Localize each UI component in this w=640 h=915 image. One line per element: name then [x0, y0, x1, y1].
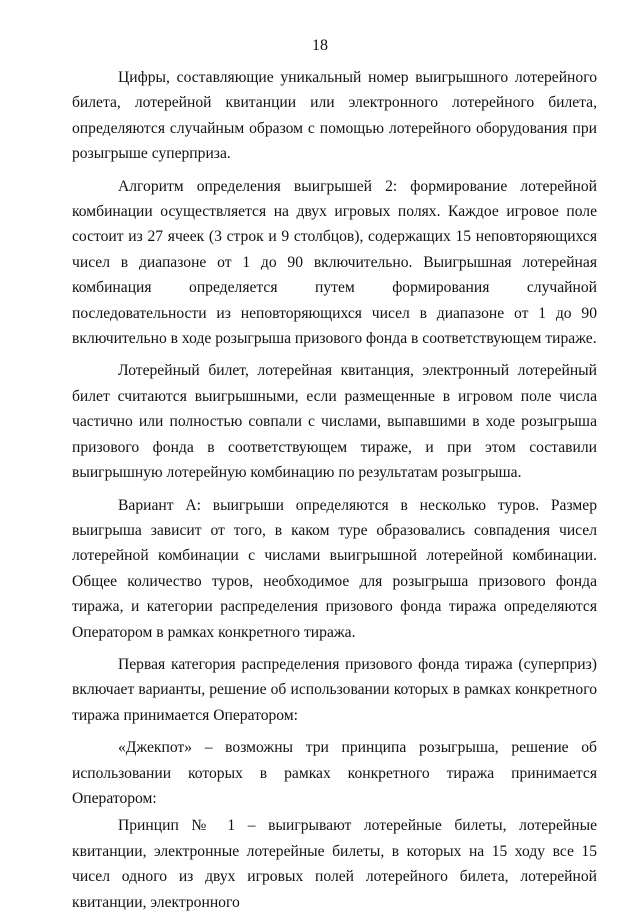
paragraph-algorithm-2: Алгоритм определения выигрышей 2: формирование лотерейной комбинации осуществляется на двух игровых полях. Каждое игровое поле состоит из 27 ячеек (3 строк и 9 столбцов), содержащих 15 неповторяющихся чисел в диапазоне от 1 до 90 включительно. Выигрышная лотерейная комбинация определяется путем формирования случайной последовательности из неповторяющихся чисел в диапазоне от 1 до 90 включительно в ходе розыгрыша призового фонда в соответствующем тираже. — [72, 177, 597, 348]
paragraph-principle-1: Принцип № 1 – выигрывают лотерейные билеты, лотерейные квитанции, электронные лотерейные билеты, в которых на 15 ходу все 15 чисел одного из двух игровых полей лотерейного билета, лотерейной квитанции, электронного — [72, 817, 597, 911]
document-body — [72, 65, 597, 915]
paragraph-winning-number: Цифры, составляющие уникальный номер выигрышного лотерейного билета, лотерейной квитанции или электронного лотерейного билета, определяются случайным образом с помощью лотерейного оборудования при розыгрыше суперприза. — [72, 69, 597, 163]
paragraph-jackpot: «Джекпот» – возможны три принципа розыгрыша, решение об использовании которых в рамках конкретного тиража принимается Оператором: — [72, 739, 597, 807]
paragraph-variant-a: Вариант А: выигрыши определяются в несколько туров. Размер выигрыша зависит от того, в каком туре образовались совпадения чисел лотерейной комбинации с числами выигрышной лотерейной комбинации. Общее количество туров, необходимое для розыгрыша призового фонда тиража, и категории распределения призового фонда тиража определяются Оператором в рамках конкретного тиража. — [72, 496, 597, 641]
paragraph-winning-tickets: Лотерейный билет, лотерейная квитанция, электронный лотерейный билет считаются выигрышными, если размещенные в игровом поле числа частично или полностью совпали с числами, выпавшими в ходе розыгрыша призового фонда в соответствующем тираже, и при этом составили выигрышную лотерейную комбинацию по результатам розыгрыша. — [72, 362, 597, 482]
paragraph-first-category: Первая категория распределения призового фонда тиража (суперприз) включает варианты, решение об использовании которых в рамках конкретного тиража принимается Оператором: — [72, 655, 597, 724]
page-number: 18 — [312, 37, 328, 54]
